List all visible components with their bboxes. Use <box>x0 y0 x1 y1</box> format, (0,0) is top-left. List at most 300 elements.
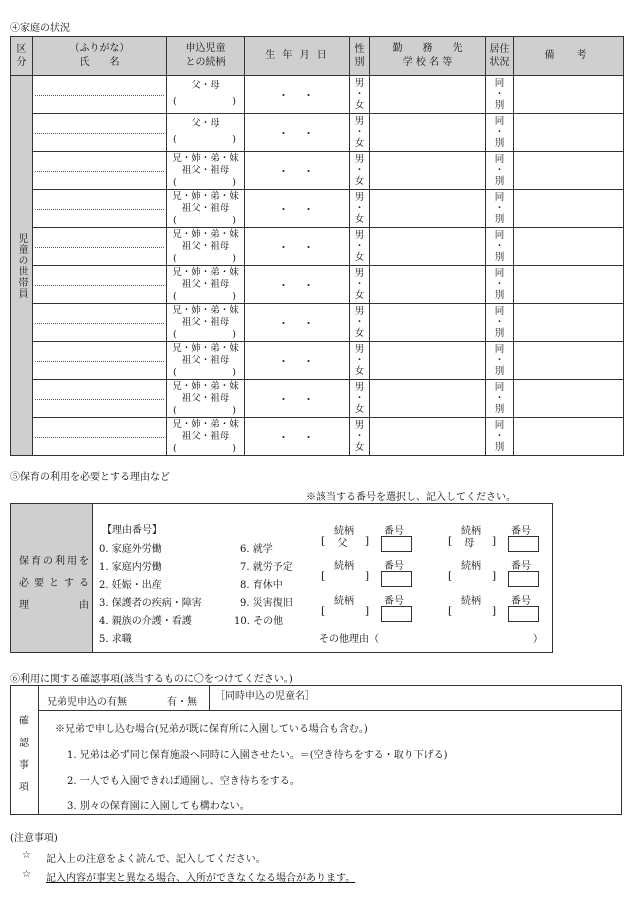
relation-field[interactable] <box>329 570 363 584</box>
notes-star-2: ☆ <box>22 869 31 880</box>
work-cell[interactable] <box>370 266 486 304</box>
sex-male[interactable]: 男 <box>354 192 365 203</box>
sex-dot: ・ <box>354 165 365 176</box>
work-cell[interactable] <box>370 190 486 228</box>
paren-close: ) <box>232 290 236 302</box>
reason-label-char: を <box>79 556 89 567</box>
remarks-cell[interactable] <box>514 342 624 380</box>
paren-open: ( <box>173 176 177 188</box>
name-cell[interactable] <box>33 152 167 190</box>
paren-open: ( <box>173 95 177 107</box>
living-dot: ・ <box>494 203 505 214</box>
reason-label-char: 要 <box>34 578 44 589</box>
remarks-cell[interactable] <box>514 76 624 114</box>
dob-cell[interactable] <box>245 418 350 456</box>
relation-label: 続柄 <box>461 561 481 572</box>
living-dot: ・ <box>494 241 505 252</box>
remarks-cell[interactable] <box>514 114 624 152</box>
sex-female[interactable]: 女 <box>354 290 365 301</box>
living-separate[interactable]: 別 <box>494 328 505 339</box>
paren-close: ) <box>232 404 236 416</box>
notes-star-1: ☆ <box>22 850 31 861</box>
relation-label: 続柄 <box>334 596 354 607</box>
sibling-name-field[interactable] <box>215 698 615 709</box>
living-same[interactable]: 同 <box>494 382 505 393</box>
sex-cell[interactable] <box>350 418 370 456</box>
living-dot: ・ <box>494 393 505 404</box>
number-box[interactable] <box>381 606 412 622</box>
sex-female[interactable]: 女 <box>354 328 365 339</box>
family-row <box>11 114 624 152</box>
dob-dots: ・・ <box>278 392 328 406</box>
sex-male[interactable]: 男 <box>354 306 365 317</box>
reason-label-char: す <box>64 578 74 589</box>
paren-close: ) <box>232 133 236 145</box>
option-1[interactable]: 1. 兄弟は必ず同じ保育施設へ同時に入園させたい。＝(空き待ちをする・取り下げる) <box>67 750 448 761</box>
sibling-row-divider <box>209 686 210 710</box>
header-work-2: 学 校 名 等 <box>402 57 453 68</box>
confirm-label-4: 項 <box>19 782 29 793</box>
relation-field[interactable] <box>456 535 490 549</box>
sex-male[interactable]: 男 <box>354 268 365 279</box>
work-cell[interactable] <box>370 228 486 266</box>
header-sex <box>350 37 370 76</box>
dob-cell[interactable] <box>245 228 350 266</box>
living-cell[interactable] <box>486 76 514 114</box>
relation-label: 続柄 <box>334 526 354 537</box>
living-cell[interactable] <box>486 418 514 456</box>
reason-9: 9. 災害復旧 <box>240 598 293 609</box>
living-same[interactable]: 同 <box>494 306 505 317</box>
paren-open: ( <box>173 442 177 454</box>
bracket-open: [ <box>448 535 453 547</box>
relation-prefill: 父 <box>337 537 348 549</box>
sex-male[interactable]: 男 <box>354 230 365 241</box>
living-separate[interactable]: 別 <box>494 214 505 225</box>
header-work <box>370 37 486 76</box>
sex-female[interactable]: 女 <box>354 138 365 149</box>
dob-cell[interactable] <box>245 266 350 304</box>
number-box[interactable] <box>508 606 539 622</box>
number-label: 番号 <box>511 526 531 537</box>
living-separate[interactable]: 別 <box>494 404 505 415</box>
number-box[interactable] <box>508 571 539 587</box>
remarks-cell[interactable] <box>514 418 624 456</box>
name-cell[interactable] <box>33 228 167 266</box>
relation-grand: 祖父・祖母 <box>181 164 230 176</box>
relation-cell[interactable] <box>167 304 245 342</box>
living-cell[interactable] <box>486 228 514 266</box>
sex-dot: ・ <box>354 355 365 366</box>
dob-dots: ・・ <box>278 430 328 444</box>
living-cell[interactable] <box>486 342 514 380</box>
living-separate[interactable]: 別 <box>494 138 505 149</box>
living-dot: ・ <box>494 89 505 100</box>
number-box[interactable] <box>381 536 412 552</box>
family-row <box>11 228 624 266</box>
living-cell[interactable] <box>486 304 514 342</box>
confirm-label-2: 認 <box>19 738 29 749</box>
header-furigana: （ふりがな） <box>69 43 130 54</box>
relation-field[interactable] <box>456 605 490 619</box>
relation-sibling: 兄・姉・弟・妹 <box>172 266 239 278</box>
relation-cell[interactable] <box>167 418 245 456</box>
reason-label-char: 由 <box>79 600 89 611</box>
relation-paren <box>167 134 244 146</box>
header-name-text: 氏 名 <box>79 57 120 68</box>
reason-label-char: 利 <box>55 556 65 567</box>
living-separate[interactable]: 別 <box>494 252 505 263</box>
reason-1: 1. 家庭内労働 <box>99 562 162 573</box>
notes-item-1: 記入上の注意をよく読んで、記入してください。 <box>46 854 266 865</box>
name-cell[interactable] <box>33 380 167 418</box>
other-reason-close: ） <box>533 634 543 645</box>
name-cell[interactable] <box>33 190 167 228</box>
paren-open: ( <box>173 252 177 264</box>
relation-paren <box>167 177 244 189</box>
relation-grand: 祖父・祖母 <box>181 278 230 290</box>
reason-header: 【理由番号】 <box>102 525 162 536</box>
furigana-divider <box>35 209 164 210</box>
reason-4: 4. 親族の介護・看護 <box>99 616 192 627</box>
dob-dots: ・・ <box>278 278 328 292</box>
work-cell[interactable] <box>370 152 486 190</box>
relation-sibling: 兄・姉・弟・妹 <box>172 190 239 202</box>
bracket-close: ] <box>365 605 370 617</box>
sex-dot: ・ <box>354 89 365 100</box>
sex-dot: ・ <box>354 127 365 138</box>
family-row <box>11 152 624 190</box>
furigana-divider <box>35 171 164 172</box>
relation-grand: 祖父・祖母 <box>181 202 230 214</box>
header-living <box>486 37 514 76</box>
name-cell[interactable] <box>33 304 167 342</box>
sex-male[interactable]: 男 <box>354 382 365 393</box>
dob-cell[interactable] <box>245 380 350 418</box>
remarks-cell[interactable] <box>514 380 624 418</box>
dob-cell[interactable] <box>245 114 350 152</box>
sex-cell[interactable] <box>350 228 370 266</box>
relation-sibling: 兄・姉・弟・妹 <box>172 342 239 354</box>
reason-box <box>10 503 553 653</box>
category-cell <box>11 76 33 456</box>
sex-cell[interactable] <box>350 304 370 342</box>
number-box[interactable] <box>508 536 539 552</box>
confirm-label-3: 事 <box>19 760 29 771</box>
sex-dot: ・ <box>354 393 365 404</box>
reason-label-char: と <box>49 578 59 589</box>
family-row <box>11 76 624 114</box>
living-same[interactable]: 同 <box>494 116 505 127</box>
living-dot: ・ <box>494 165 505 176</box>
relation-paren <box>167 443 244 455</box>
living-same[interactable]: 同 <box>494 78 505 89</box>
relation-cell[interactable] <box>167 228 245 266</box>
relation-sibling: 兄・姉・弟・妹 <box>172 380 239 392</box>
reason-label-char: 用 <box>67 556 77 567</box>
living-dot: ・ <box>494 317 505 328</box>
furigana-divider <box>35 399 164 400</box>
dob-dots: ・・ <box>278 126 328 140</box>
header-relation-2: との続柄 <box>185 57 226 68</box>
dob-cell[interactable] <box>245 304 350 342</box>
relation-paren <box>167 96 244 108</box>
relation-cell[interactable] <box>167 114 245 152</box>
work-cell[interactable] <box>370 114 486 152</box>
living-same[interactable]: 同 <box>494 192 505 203</box>
paren-open: ( <box>173 366 177 378</box>
reason-label-char: 保 <box>19 556 29 567</box>
living-same[interactable]: 同 <box>494 154 505 165</box>
reason-label-line-1 <box>19 552 89 567</box>
header-category <box>11 37 33 76</box>
relation-cell[interactable] <box>167 190 245 228</box>
furigana-divider <box>35 361 164 362</box>
bracket-close: ] <box>492 535 497 547</box>
living-cell[interactable] <box>486 380 514 418</box>
dob-dots: ・・ <box>278 316 328 330</box>
family-row <box>11 418 624 456</box>
reason-10: 10. その他 <box>234 616 284 627</box>
bracket-close: ] <box>365 535 370 547</box>
living-cell[interactable] <box>486 190 514 228</box>
header-sex-text: 性別 <box>354 43 365 68</box>
header-work-1: 勤 務 先 <box>392 43 463 54</box>
sex-dot: ・ <box>354 317 365 328</box>
furigana-divider <box>35 323 164 324</box>
work-cell[interactable] <box>370 342 486 380</box>
relation-field[interactable] <box>456 570 490 584</box>
living-same[interactable]: 同 <box>494 420 505 431</box>
relation-grand: 祖父・祖母 <box>181 430 230 442</box>
relation-cell[interactable] <box>167 76 245 114</box>
reason-0: 0. 家庭外労働 <box>99 544 162 555</box>
bracket-open: [ <box>321 570 326 582</box>
confirm-box <box>10 685 622 815</box>
bracket-open: [ <box>448 570 453 582</box>
sibling-note: ※兄弟で申し込む場合(兄弟が既に保育所に入園している場合も含む。) <box>55 724 368 735</box>
relation-prefill: 母 <box>464 537 475 549</box>
paren-close: ) <box>232 328 236 340</box>
table-header-row <box>11 37 624 76</box>
bracket-close: ] <box>492 605 497 617</box>
relation-cell[interactable] <box>167 342 245 380</box>
relation-cell[interactable] <box>167 380 245 418</box>
reason-label-char: 理 <box>19 600 29 611</box>
sex-dot: ・ <box>354 279 365 290</box>
relation-paren <box>167 215 244 227</box>
section5-note: ※該当する番号を選択し、記入してください。 <box>306 492 516 503</box>
header-relation <box>167 37 245 76</box>
sibling-yes-no[interactable]: 有・無 <box>167 697 197 708</box>
confirm-label-1: 確 <box>19 716 29 727</box>
relation-paren <box>167 405 244 417</box>
sex-cell[interactable] <box>350 76 370 114</box>
dob-dots: ・・ <box>278 88 328 102</box>
sex-cell[interactable] <box>350 190 370 228</box>
bracket-open: [ <box>448 605 453 617</box>
living-separate[interactable]: 別 <box>494 366 505 377</box>
living-cell[interactable] <box>486 266 514 304</box>
paren-close: ) <box>232 442 236 454</box>
sex-female[interactable]: 女 <box>354 442 365 453</box>
paren-close: ) <box>232 176 236 188</box>
relation-parent: 父・母 <box>191 117 220 129</box>
reason-6: 6. 就学 <box>240 544 273 555</box>
living-same[interactable]: 同 <box>494 268 505 279</box>
reason-label-cell <box>11 504 93 652</box>
sex-male[interactable]: 男 <box>354 154 365 165</box>
reason-label-char: の <box>43 556 53 567</box>
reason-5: 5. 求職 <box>99 634 132 645</box>
reason-7: 7. 就労予定 <box>240 562 293 573</box>
living-dot: ・ <box>494 127 505 138</box>
relation-paren <box>167 291 244 303</box>
paren-open: ( <box>173 290 177 302</box>
sex-cell[interactable] <box>350 152 370 190</box>
name-cell[interactable] <box>33 114 167 152</box>
bracket-open: [ <box>321 535 326 547</box>
header-living-text: 居住状況 <box>489 43 510 68</box>
relation-label: 続柄 <box>461 596 481 607</box>
relation-cell[interactable] <box>167 266 245 304</box>
other-reason-field[interactable] <box>391 630 531 643</box>
furigana-divider <box>35 133 164 134</box>
confirm-label-cell <box>11 686 39 814</box>
dob-cell[interactable] <box>245 152 350 190</box>
header-dob: 生 年 月 日 <box>245 37 350 76</box>
paren-open: ( <box>173 328 177 340</box>
name-cell[interactable] <box>33 76 167 114</box>
header-category-text: 区分 <box>16 43 27 68</box>
relation-cell[interactable] <box>167 152 245 190</box>
sex-dot: ・ <box>354 241 365 252</box>
sex-dot: ・ <box>354 203 365 214</box>
dob-cell[interactable] <box>245 190 350 228</box>
remarks-cell[interactable] <box>514 304 624 342</box>
name-cell[interactable] <box>33 418 167 456</box>
furigana-divider <box>35 247 164 248</box>
notes-title: (注意事項) <box>10 833 58 844</box>
dob-dots: ・・ <box>278 164 328 178</box>
relation-grand: 祖父・祖母 <box>181 240 230 252</box>
sex-female[interactable]: 女 <box>354 176 365 187</box>
living-separate[interactable]: 別 <box>494 176 505 187</box>
number-label: 番号 <box>384 561 404 572</box>
sex-cell[interactable] <box>350 380 370 418</box>
option-3[interactable]: 3. 別々の保育園に入園しても構わない。 <box>67 801 250 812</box>
paren-open: ( <box>173 404 177 416</box>
sibling-question: 兄弟児申込の有無 <box>47 697 127 708</box>
work-cell[interactable] <box>370 76 486 114</box>
relation-field[interactable] <box>329 605 363 619</box>
reason-label-char: る <box>79 578 89 589</box>
living-separate[interactable]: 別 <box>494 442 505 453</box>
relation-sibling: 兄・姉・弟・妹 <box>172 304 239 316</box>
remarks-cell[interactable] <box>514 190 624 228</box>
paren-close: ) <box>232 95 236 107</box>
living-same[interactable]: 同 <box>494 344 505 355</box>
living-dot: ・ <box>494 355 505 366</box>
category-label: 児童の世帯員 <box>16 232 27 299</box>
relation-paren <box>167 253 244 265</box>
sex-dot: ・ <box>354 431 365 442</box>
sex-cell[interactable] <box>350 266 370 304</box>
paren-open: ( <box>173 133 177 145</box>
number-label: 番号 <box>511 596 531 607</box>
work-cell[interactable] <box>370 418 486 456</box>
name-cell[interactable] <box>33 342 167 380</box>
header-relation-1: 申込児童 <box>185 43 226 54</box>
sex-female[interactable]: 女 <box>354 366 365 377</box>
family-row <box>11 190 624 228</box>
reason-label-line-2 <box>19 574 89 589</box>
sex-female[interactable]: 女 <box>354 252 365 263</box>
living-separate[interactable]: 別 <box>494 290 505 301</box>
dob-dots: ・・ <box>278 202 328 216</box>
notes-item-2: 記入内容が事実と異なる場合、入所ができなくなる場合があります。 <box>46 873 356 884</box>
section4-title: ④家庭の状況 <box>10 23 70 34</box>
family-row <box>11 342 624 380</box>
number-box[interactable] <box>381 571 412 587</box>
relation-label: 続柄 <box>461 526 481 537</box>
sex-male[interactable]: 男 <box>354 78 365 89</box>
furigana-divider <box>35 285 164 286</box>
dob-cell[interactable] <box>245 342 350 380</box>
family-table <box>10 36 624 456</box>
sex-female[interactable]: 女 <box>354 404 365 415</box>
sibling-name-label: ［同時申込の児童名］ <box>215 691 315 702</box>
paren-open: ( <box>173 214 177 226</box>
living-cell[interactable] <box>486 152 514 190</box>
sex-cell[interactable] <box>350 114 370 152</box>
remarks-cell[interactable] <box>514 228 624 266</box>
sex-male[interactable]: 男 <box>354 116 365 127</box>
relation-sibling: 兄・姉・弟・妹 <box>172 418 239 430</box>
work-cell[interactable] <box>370 380 486 418</box>
sex-male[interactable]: 男 <box>354 420 365 431</box>
sex-male[interactable]: 男 <box>354 344 365 355</box>
sex-female[interactable]: 女 <box>354 100 365 111</box>
reason-label-char: 育 <box>31 556 41 567</box>
living-cell[interactable] <box>486 114 514 152</box>
number-label: 番号 <box>384 526 404 537</box>
relation-grand: 祖父・祖母 <box>181 354 230 366</box>
family-row <box>11 304 624 342</box>
relation-paren <box>167 329 244 341</box>
family-row <box>11 266 624 304</box>
living-separate[interactable]: 別 <box>494 100 505 111</box>
living-same[interactable]: 同 <box>494 230 505 241</box>
sex-female[interactable]: 女 <box>354 214 365 225</box>
relation-field[interactable] <box>329 535 363 549</box>
remarks-cell[interactable] <box>514 266 624 304</box>
bracket-close: ] <box>365 570 370 582</box>
option-2[interactable]: 2. 一人でも入園できれば通園し、空き待ちをする。 <box>67 776 300 787</box>
reason-2: 2. 妊娠・出産 <box>99 580 162 591</box>
dob-dots: ・・ <box>278 354 328 368</box>
sex-cell[interactable] <box>350 342 370 380</box>
bracket-close: ] <box>492 570 497 582</box>
bracket-open: [ <box>321 605 326 617</box>
dob-cell[interactable] <box>245 76 350 114</box>
paren-close: ) <box>232 252 236 264</box>
remarks-cell[interactable] <box>514 152 624 190</box>
work-cell[interactable] <box>370 304 486 342</box>
relation-paren <box>167 367 244 379</box>
relation-label: 続柄 <box>334 561 354 572</box>
name-cell[interactable] <box>33 266 167 304</box>
